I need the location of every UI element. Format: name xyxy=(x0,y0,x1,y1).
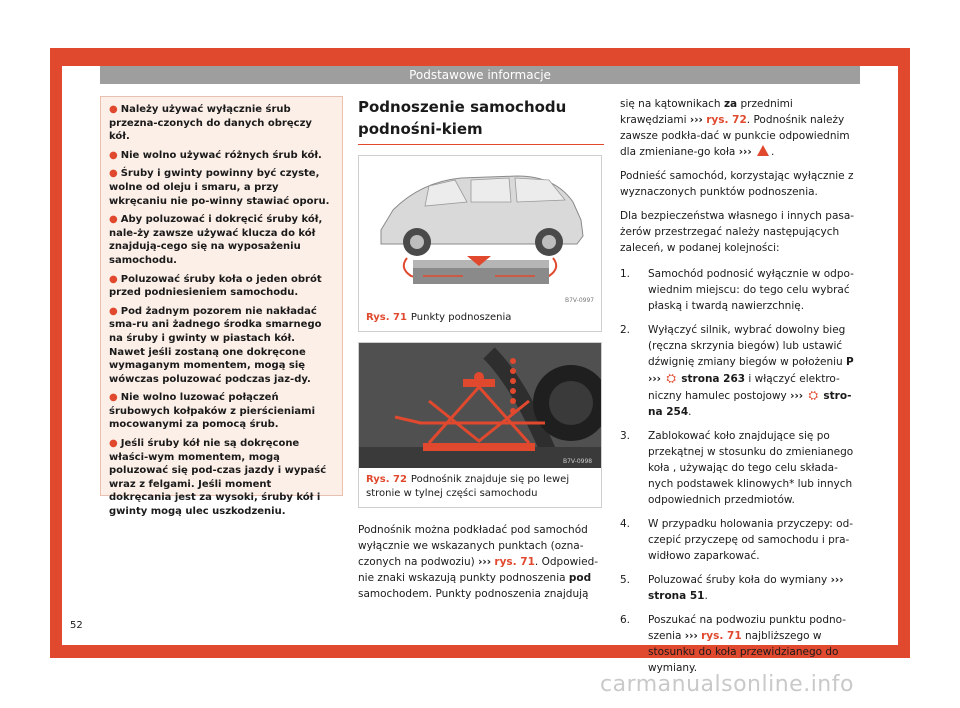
warning-item: ● Aby poluzować i dokręcić śruby kół, nale-ży zawsze używać klucza do kół znajdują-cego się na wyposażeniu samochodu. xyxy=(109,214,323,266)
cross-ref-arrows: ››› xyxy=(738,146,752,158)
car-symbol-icon: ⛭ xyxy=(666,371,676,385)
warning-item: ● Śruby i gwinty powinny być czyste, wolne od oleju i smaru, a przy wkręcaniu nie po-winny stawiać oporu. xyxy=(109,168,330,207)
section-title: Podnoszenie samochodu podnośni-kiem xyxy=(358,96,604,145)
watermark-text: carmanualsonline.info xyxy=(600,672,854,697)
car-lift-points-illustration xyxy=(359,156,601,306)
procedure-steps xyxy=(620,266,860,676)
bullet-icon: ● xyxy=(109,438,118,450)
list-item: 5. Poluzować śruby koła do wymiany ››› strona 51. xyxy=(620,574,844,602)
figure-caption: Rys. 72 Podnośnik znajduje się po lewej stronie w tylnej części samochodu xyxy=(366,474,570,499)
figure-caption: Rys. 71 Punkty podnoszenia xyxy=(366,312,512,323)
list-item: 6. Poszukać na podwoziu punktu podno-szenia ››› rys. 71 najbliższego w stosunku do koła przewidzianego do wymiany. xyxy=(620,614,847,674)
warning-item: ● Należy używać wyłącznie śrub przezna-czonych do danych obręczy kół. xyxy=(109,104,312,143)
warning-item: ● Poluzować śruby koła o jeden obrót przed podniesieniem samochodu. xyxy=(109,273,322,299)
column-middle xyxy=(358,96,604,602)
bullet-icon: ● xyxy=(109,305,118,317)
bullet-icon: ● xyxy=(109,392,118,404)
figure-code: B7V-0998 xyxy=(563,458,593,465)
bullet-icon: ● xyxy=(109,104,118,115)
bullet-icon: ● xyxy=(109,168,118,180)
warning-item: ● Jeśli śruby kół nie są dokręcone właści-wym momentem, mogą poluzować się pod-czas jazdy i wypaść wraz z felgami. Jeśli moment dokręcania jest za wysoki, śruby kół i gwinty mogą ulec uszkodzeniu. xyxy=(109,438,327,518)
list-item: 1. Samochód podnosić wyłącznie w odpo-wiednim miejscu: do tego celu wybrać płaską i twardą nawierzchnię. xyxy=(620,268,854,312)
running-header: Podstawowe informacje xyxy=(100,66,860,84)
page-link[interactable]: strona 51 xyxy=(648,590,705,602)
warning-item: ● Nie wolno używać różnych śrub kół. xyxy=(109,149,322,161)
body-paragraph: Podnośnik można podkładać pod samochód wyłącznie we wskazanych punktach (ozna-czonych na podwoziu) ››› rys. 71. Odpowied-nie znaki wskazują punkty podnoszenia pod samochodem. Punkty podnoszenia znajdują xyxy=(358,524,599,600)
page-link[interactable]: stro-na 254 xyxy=(648,390,852,418)
page-link[interactable]: strona 263 xyxy=(681,373,746,385)
bullet-icon: ● xyxy=(109,149,118,161)
cross-ref-arrows: ››› xyxy=(478,556,492,568)
figure-lifting-points xyxy=(358,155,602,332)
column-right xyxy=(620,96,860,684)
car-symbol-icon: ⛭ xyxy=(808,388,819,402)
warning-box xyxy=(100,96,343,518)
list-item: 3. Zablokować koło znajdujące się po przekątnej w stosunku do zmienianego koła , używając do tego celu składa-nych podstawek klinowych* lub innych odpowiednich przedmiotów. xyxy=(620,430,854,506)
body-paragraph: Podnieść samochód, korzystając wyłącznie z wyznaczonych punktów podnoszenia. xyxy=(620,170,854,198)
figure-jack-position xyxy=(358,342,602,508)
bullet-icon: ● xyxy=(109,273,118,285)
warning-item: ● Pod żadnym pozorem nie nakładać sma-ru ani żadnego środka smarnego na śruby i gwinty w piastach kół. Nawet jeśli zostaną one dokręcone wymaganym momentem, mogą się wówczas poluzować podczas jaz-dy. xyxy=(109,305,322,385)
bullet-icon: ● xyxy=(109,214,118,226)
warning-triangle-icon[interactable] xyxy=(757,145,769,156)
figure-link[interactable]: rys. 71 xyxy=(494,556,535,568)
list-item: 2. Wyłączyć silnik, wybrać dowolny bieg (ręczna skrzynia biegów) lub ustawić dźwignię zmiany biegów w położeniu P ››› ⛭ strona 263 i włączyć elektro-niczny hamulec postojowy ››› ⛭ stro-na 254. xyxy=(620,324,854,418)
page-number: 52 xyxy=(70,620,83,631)
body-paragraph: się na kątownikach za przednimi krawędziami ››› rys. 72. Podnośnik należy zawsze podkła-dać w punkcie odpowiednim dla zmieniane-go koła ››› . xyxy=(620,98,850,158)
list-item: 4. W przypadku holowania przyczepy: od-czepić przyczepę od samochodu i pra-widłowo zaparkować. xyxy=(620,518,854,562)
body-paragraph: Dla bezpieczeństwa własnego i innych pasa-żerów przestrzegać należy następujących zaleceń, w podanej kolejności: xyxy=(620,210,855,254)
figure-link[interactable]: rys. 71 xyxy=(701,630,742,642)
warning-item: ● Nie wolno luzować połączeń śrubowych kołpaków z pierścieniami mocowanymi za pomocą śrub. xyxy=(109,392,315,431)
cross-ref-arrows: ››› xyxy=(689,114,703,126)
figure-link[interactable]: rys. 72 xyxy=(706,114,747,126)
jack-under-car-illustration xyxy=(359,343,601,468)
figure-code: B7V-0997 xyxy=(565,297,595,304)
